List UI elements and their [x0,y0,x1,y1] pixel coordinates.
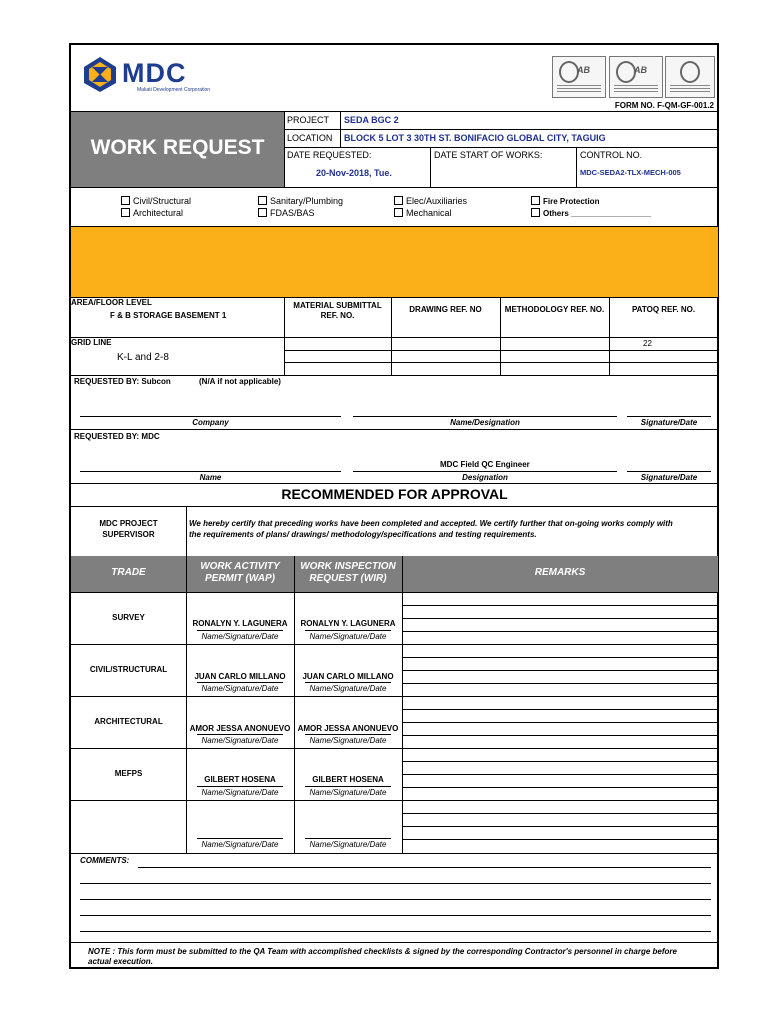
category-architectural[interactable]: Architectural [121,208,183,218]
company-caption: Company [192,418,229,427]
approval-title: RECOMMENDED FOR APPROVAL [281,486,508,502]
location-value[interactable]: BLOCK 5 LOT 3 30TH ST. BONIFACIO GLOBAL CITY, TAGUIG [344,133,606,143]
logo-brand: MDC [122,58,187,88]
subcon-name-caption: Name/Designation [450,418,520,427]
category-others[interactable]: Others __________________ [531,208,651,218]
grid-line-label: GRID LINE [71,338,112,347]
wap-signatory[interactable]: GILBERT HOSENA [204,775,276,784]
control-no-label: CONTROL NO. [580,150,643,160]
checkbox-icon [121,196,130,205]
trade-name: SURVEY [112,613,145,622]
wir-signatory[interactable]: GILBERT HOSENA [312,775,384,784]
drawing-ref-label: DRAWING REF. NO [409,305,482,314]
mdc-logo [82,55,232,97]
description-banner[interactable] [71,226,718,297]
comments-label: COMMENTS: [80,856,130,865]
remarks-header: REMARKS [534,567,586,578]
logo-subtitle: Makati Development Corporation [137,87,211,93]
methodology-ref-label: METHODOLOGY REF. NO. [504,305,605,314]
certification-badge-3 [665,56,715,98]
checkbox-icon [258,208,267,217]
note-line-1: NOTE : This form must be submitted to the QA Team with accomplished checklists & signed by the corresponding Contractor's personnel in charge before [88,947,677,956]
wap-sig-caption: Name/Signature/Date [201,736,279,745]
wap-header-line-1: WORK ACTIVITY [200,561,280,572]
subcon-signature-caption: Signature/Date [640,418,698,427]
form-title: WORK REQUEST [90,136,265,159]
checkbox-icon [394,208,403,217]
subcon-name-line[interactable] [353,416,617,417]
mdc-logo-icon [82,55,118,93]
date-requested-value[interactable]: 20-Nov-2018, Tue. [316,168,392,178]
mdc-name-line[interactable] [80,471,341,472]
area-value[interactable]: F & B STORAGE BASEMENT 1 [110,311,227,320]
checkbox-icon [531,196,540,205]
mdc-designation-line[interactable] [353,471,617,472]
subcon-signature-line[interactable] [627,416,711,417]
requested-subcon-label: REQUESTED BY: Subcon [74,377,171,386]
checkbox-icon [258,196,267,205]
wap-sig-caption: Name/Signature/Date [201,840,279,849]
company-signature-line[interactable] [80,416,341,417]
comments-line[interactable] [80,899,711,900]
wir-sig-caption: Name/Signature/Date [309,788,387,797]
mdc-name-caption: Name [199,473,222,482]
comments-line[interactable] [80,883,711,884]
mdc-signature-caption: Signature/Date [640,473,698,482]
certification-badge-1: AB [552,56,606,98]
wap-sig-caption: Name/Signature/Date [201,684,279,693]
wir-header-line-1: WORK INSPECTION [300,561,396,572]
wap-sig-caption: Name/Signature/Date [201,788,279,797]
material-submittal-label: MATERIAL SUBMITTAL REF. NO. [293,301,382,320]
wir-header-line-2: REQUEST (WIR) [309,573,387,584]
category-fire-protection[interactable]: Fire Protection [531,196,599,206]
wir-signatory[interactable]: JUAN CARLO MILLANO [302,672,394,681]
checkbox-icon [531,208,540,217]
mdc-signature-line[interactable] [627,471,711,472]
supervisor-label-line-1: MDC PROJECT [99,519,158,528]
wir-signatory[interactable]: AMOR JESSA ANONUEVO [297,724,399,733]
project-value[interactable]: SEDA BGC 2 [344,115,399,125]
requested-mdc-label: REQUESTED BY: MDC [74,432,160,441]
date-start-label: DATE START OF WORKS: [434,150,543,160]
certification-text-line-1: We hereby certify that preceding works have been completed and accepted. We certify further that on-going works comply with [189,519,673,528]
wap-signatory[interactable]: JUAN CARLO MILLANO [194,672,286,681]
wap-header-line-2: PERMIT (WAP) [205,573,275,584]
project-label: PROJECT [287,115,330,125]
supervisor-label-line-2: SUPERVISOR [102,530,155,539]
patoq-ref-value[interactable]: 22 [643,339,652,348]
wir-sig-caption: Name/Signature/Date [309,736,387,745]
comments-line[interactable] [80,915,711,916]
form-number: FORM NO. F-QM-GF-001.2 [614,101,714,110]
grid-line-value[interactable]: K-L and 2-8 [117,352,169,363]
wir-sig-caption: Name/Signature/Date [309,840,387,849]
control-no-value[interactable]: MDC-SEDA2-TLX-MECH-005 [580,168,681,177]
wap-sig-caption: Name/Signature/Date [201,632,279,641]
category-sanitary-plumbing[interactable]: Sanitary/Plumbing [258,196,343,206]
wir-sig-caption: Name/Signature/Date [309,684,387,693]
trade-name: CIVIL/STRUCTURAL [89,665,168,674]
checkbox-icon [121,208,130,217]
wap-signatory[interactable]: AMOR JESSA ANONUEVO [189,724,291,733]
area-label: AREA/FLOOR LEVEL [71,298,152,307]
comments-line[interactable] [138,867,711,868]
location-label: LOCATION [287,133,333,143]
category-civil-structural[interactable]: Civil/Structural [121,196,191,206]
category-mechanical[interactable]: Mechanical [394,208,452,218]
note-line-2: actual execution. [88,957,153,966]
date-requested-label: DATE REQUESTED: [287,150,372,160]
certification-badge-2: AB [609,56,663,98]
wir-sig-caption: Name/Signature/Date [309,632,387,641]
requested-subcon-note: (N/A if not applicable) [199,377,281,386]
patoq-ref-label: PATOQ REF. NO. [631,305,696,314]
comments-line[interactable] [80,931,711,932]
category-elec-auxiliaries[interactable]: Elec/Auxiliaries [394,196,467,206]
checkbox-icon [394,196,403,205]
wap-signatory[interactable]: RONALYN Y. LAGUNERA [192,619,288,628]
trade-name: MEFPS [114,769,143,778]
wir-signatory[interactable]: RONALYN Y. LAGUNERA [300,619,396,628]
mdc-designation-caption: Designation [462,473,508,482]
trade-header: TRADE [111,567,146,578]
trade-name: ARCHITECTURAL [94,717,163,726]
category-fdas-bas[interactable]: FDAS/BAS [258,208,315,218]
mdc-designation-value[interactable]: MDC Field QC Engineer [440,460,530,469]
certification-text-line-2: the requirements of plans/ drawings/ methodology/specifications and testing requirements. [189,530,537,539]
